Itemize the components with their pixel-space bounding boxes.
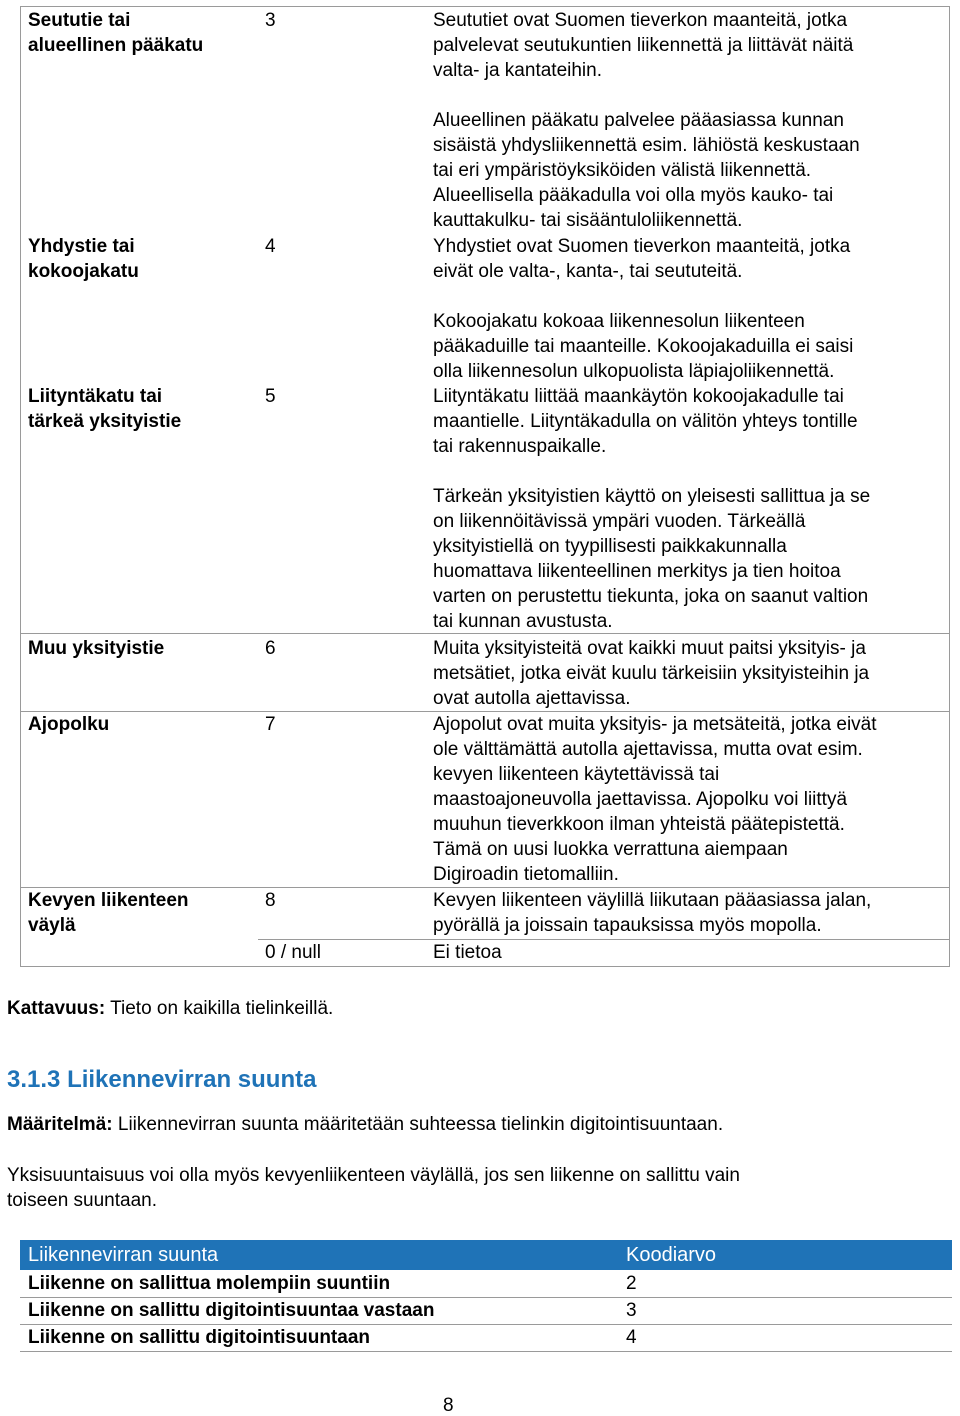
direction-code: 3 — [626, 1300, 637, 1321]
table-row — [20, 1271, 952, 1298]
class-desc-line: pääkaduille tai maanteille. Kokoojakaduilla ei saisi — [433, 336, 854, 357]
class-name: Kevyen liikenteen — [28, 890, 189, 911]
class-desc-line: palvelevat seutukuntien liikennettä ja liittävät näitä — [433, 35, 854, 56]
table-border-bottom — [20, 966, 950, 967]
class-code: 8 — [265, 890, 276, 911]
class-desc-line: pyörällä ja joissain tapauksissa myös mopolla. — [433, 915, 822, 936]
class-desc-line: Alueellinen pääkatu palvelee pääasiassa kunnan — [433, 110, 844, 131]
class-desc-line: tai kunnan avustusta. — [433, 611, 613, 632]
class-desc-line: Alueellisella pääkadulla voi olla myös kauko- tai — [433, 185, 834, 206]
class-desc-line: on liikennöitävissä ympäri vuoden. Tärkeällä — [433, 511, 806, 532]
class-code: 5 — [265, 386, 276, 407]
class-desc-line: huomattava liikenteellinen merkitys ja tien hoitoa — [433, 561, 841, 582]
class-name: tärkeä yksityistie — [28, 411, 182, 432]
class-desc-line: Tärkeän yksityistien käyttö on yleisesti sallittua ja se — [433, 486, 871, 507]
class-name: Ajopolku — [28, 714, 110, 735]
table-border-right — [949, 6, 950, 966]
section-number: 3.1.3 — [7, 1066, 61, 1093]
direction-label: Liikenne on sallittu digitointisuuntaa vastaan — [28, 1300, 435, 1321]
class-desc-line: ovat autolla ajettavissa. — [433, 688, 631, 709]
header-code: Koodiarvo — [626, 1244, 717, 1266]
class-desc-line: kauttakulku- tai sisääntuloliikennettä. — [433, 210, 743, 231]
class-desc-line: Seututiet ovat Suomen tieverkon maanteitä, jotka — [433, 10, 848, 31]
class-desc-line: Digiroadin tietomalliin. — [433, 864, 619, 885]
table-row — [20, 1325, 952, 1352]
class-code: 6 — [265, 638, 276, 659]
class-desc-line: ole välttämättä autolla ajettavissa, mutta ovat esim. — [433, 739, 863, 760]
definition — [7, 1112, 723, 1137]
class-code: 0 / null — [265, 942, 321, 963]
class-desc-line: muuhun tieverkkoon ilman yhteistä päätepistettä. — [433, 814, 845, 835]
header-direction: Liikennevirran suunta — [28, 1244, 219, 1266]
class-desc-line: kevyen liikenteen käytettävissä tai — [433, 764, 720, 785]
table-border-top — [20, 6, 950, 7]
class-desc-line: Ajopolut ovat muita yksityis- ja metsäteitä, jotka eivät — [433, 714, 877, 735]
class-desc-line: Liityntäkatu liittää maankäytön kokoojakadulle tai — [433, 386, 844, 407]
class-desc-line: Yhdystiet ovat Suomen tieverkon maanteitä, jotka — [433, 236, 851, 257]
definition-text: Liikennevirran suunta määritetään suhteessa tielinkin digitointisuuntaan. — [112, 1114, 724, 1135]
direction-table-header — [20, 1240, 952, 1270]
class-desc-line: varten on perustettu tiekunta, joka on saanut valtion — [433, 586, 869, 607]
note-line: Yksisuuntaisuus voi olla myös kevyenliikenteen väylällä, jos sen liikenne on sallittu vain — [7, 1165, 740, 1186]
table-row — [20, 1298, 952, 1325]
note-line: toiseen suuntaan. — [7, 1190, 158, 1211]
coverage-note — [7, 996, 333, 1021]
class-name: Yhdystie tai — [28, 236, 135, 257]
class-name: alueellinen pääkatu — [28, 35, 204, 56]
class-desc-line: tai eri ympäristöyksiköiden välistä liikennettä. — [433, 160, 812, 181]
class-name: kokoojakatu — [28, 261, 139, 282]
class-desc-line: valta- ja kantateihin. — [433, 60, 602, 81]
class-desc-line: yksityistiellä on tyypillisesti paikkakunnalla — [433, 536, 787, 557]
class-desc-line: eivät ole valta-, kanta-, tai seututeitä. — [433, 261, 743, 282]
class-desc-line: Tämä on uusi luokka verrattuna aiempaan — [433, 839, 788, 860]
direction-code: 4 — [626, 1327, 637, 1348]
class-desc-line: Ei tietoa — [433, 942, 502, 963]
class-desc-line: maastoajoneuvolla jaettavissa. Ajopolku voi liittyä — [433, 789, 848, 810]
page-number: 8 — [443, 1395, 454, 1416]
class-name: väylä — [28, 915, 76, 936]
coverage-text: Tieto on kaikilla tielinkeillä. — [105, 998, 334, 1019]
class-desc-line: tai rakennuspaikalle. — [433, 436, 607, 457]
class-desc-line: olla liikennesolun ulkopuolista läpiajoliikennettä. — [433, 361, 835, 382]
class-desc-line: maantielle. Liityntäkadulla on välitön yhteys tontille — [433, 411, 858, 432]
section-heading — [7, 1066, 316, 1094]
definition-label: Määritelmä: — [7, 1114, 113, 1135]
coverage-label: Kattavuus: — [7, 998, 106, 1019]
direction-code: 2 — [626, 1273, 637, 1294]
class-name: Seututie tai — [28, 10, 131, 31]
table-row-divider — [258, 939, 950, 940]
section-title: Liikennevirran suunta — [67, 1066, 317, 1093]
class-code: 3 — [265, 10, 276, 31]
class-name: Liityntäkatu tai — [28, 386, 163, 407]
class-desc-line: Kevyen liikenteen väylillä liikutaan pääasiassa jalan, — [433, 890, 872, 911]
class-desc-line: sisäistä yhdysliikennettä esim. lähiöstä keskustaan — [433, 135, 860, 156]
class-desc-line: metsätiet, jotka eivät kuulu tärkeisiin yksityisteihin ja — [433, 663, 870, 684]
direction-label: Liikenne on sallittu digitointisuuntaan — [28, 1327, 370, 1348]
class-code: 4 — [265, 236, 276, 257]
class-code: 7 — [265, 714, 276, 735]
table-border-left — [20, 6, 21, 966]
class-desc-line: Muita yksityisteitä ovat kaikki muut paitsi yksityis- ja — [433, 638, 866, 659]
class-desc-line: Kokoojakatu kokoaa liikennesolun liikenteen — [433, 311, 805, 332]
class-name: Muu yksityistie — [28, 638, 165, 659]
direction-label: Liikenne on sallittua molempiin suuntiin — [28, 1273, 391, 1294]
